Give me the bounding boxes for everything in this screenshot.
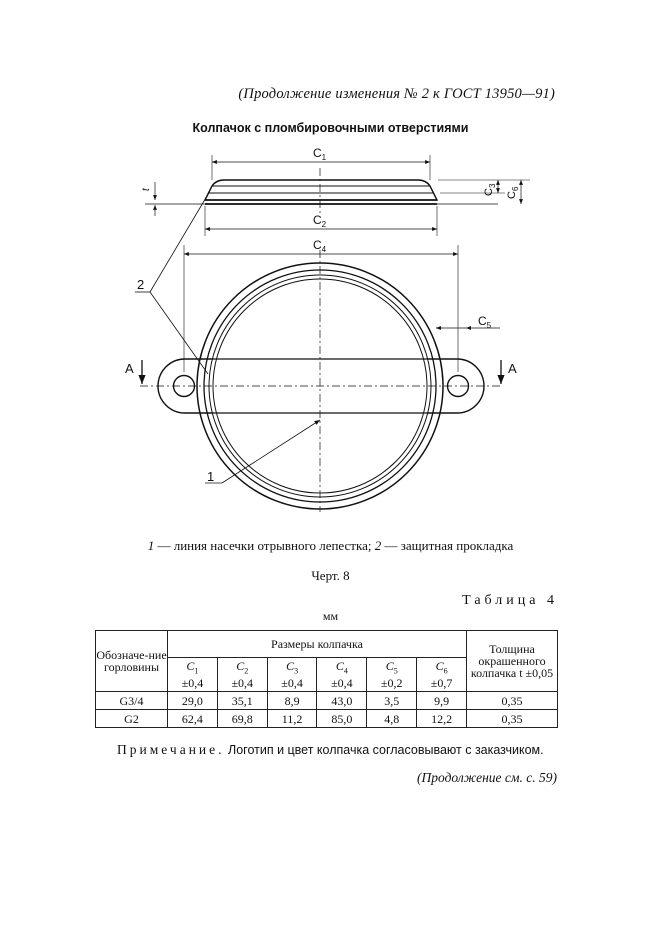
note-text: Логотип и цвет колпачка согласовывают с заказчиком.: [224, 743, 544, 757]
cell-c6: 9,9: [417, 692, 467, 710]
header-c1: $C_1$ ±0,4: [168, 658, 218, 692]
cell-c5: 3,5: [367, 692, 417, 710]
header-c5: $C_5$ ±0,2: [367, 658, 417, 692]
header-c2: $C_2$ ±0,4: [217, 658, 267, 692]
note-label: Примечание.: [117, 742, 225, 757]
dimensions-table: [95, 630, 558, 728]
cell-thickness: 0,35: [467, 710, 558, 728]
table-row: [96, 692, 558, 710]
cell-c2: 69,8: [217, 710, 267, 728]
table-units: мм: [322, 609, 339, 623]
header-dimensions: Размеры колпачка: [168, 631, 467, 658]
page-header: (Продолжение изменения № 2 к ГОСТ 13950—91): [238, 86, 555, 102]
cell-c5: 4,8: [367, 710, 417, 728]
header-c3: $C_3$ ±0,4: [267, 658, 317, 692]
label-c4: $C_4$: [313, 238, 327, 254]
header-thickness: Толщина окрашенного колпачка t ±0,05: [467, 631, 558, 692]
cell-c3: 11,2: [267, 710, 317, 728]
label-c1: $C_1$: [313, 146, 327, 162]
label-c6: $C_6$: [506, 186, 520, 199]
figure-title: Колпачок с пломбировочными отверстиями: [192, 121, 469, 135]
figure-number: Черт. 8: [311, 568, 350, 583]
table-row: [96, 710, 558, 728]
cell-designation: G2: [96, 710, 168, 728]
cell-designation: G3/4: [96, 692, 168, 710]
label-section-a-right: А: [508, 361, 517, 376]
table-title: Таблица 4: [462, 593, 558, 608]
label-t: t: [141, 188, 152, 191]
header-c6: $C_6$ ±0,7: [417, 658, 467, 692]
callout-2: 2: [137, 277, 145, 292]
header-c4: $C_4$ ±0,4: [317, 658, 367, 692]
cell-c1: 29,0: [168, 692, 218, 710]
cell-thickness: 0,35: [467, 692, 558, 710]
cell-c4: 43,0: [317, 692, 367, 710]
continuation-note: (Продолжение см. с. 59): [417, 770, 557, 785]
figure-legend: 1 — линия насечки отрывного лепестка; 2 — защитная прокладка: [147, 538, 514, 553]
cell-c4: 85,0: [317, 710, 367, 728]
callout-1: 1: [207, 469, 215, 484]
cell-c2: 35,1: [217, 692, 267, 710]
header-designation: Обозначе-ние горловины: [96, 631, 168, 692]
cell-c1: 62,4: [168, 710, 218, 728]
label-c5: $C_5$: [478, 314, 492, 330]
cell-c3: 8,9: [267, 692, 317, 710]
cell-c6: 12,2: [417, 710, 467, 728]
label-section-a-left: А: [125, 361, 134, 376]
side-view: [145, 155, 530, 236]
label-c2: $C_2$: [313, 213, 327, 229]
note: [117, 740, 561, 760]
label-c3: $C_3$: [483, 183, 497, 196]
